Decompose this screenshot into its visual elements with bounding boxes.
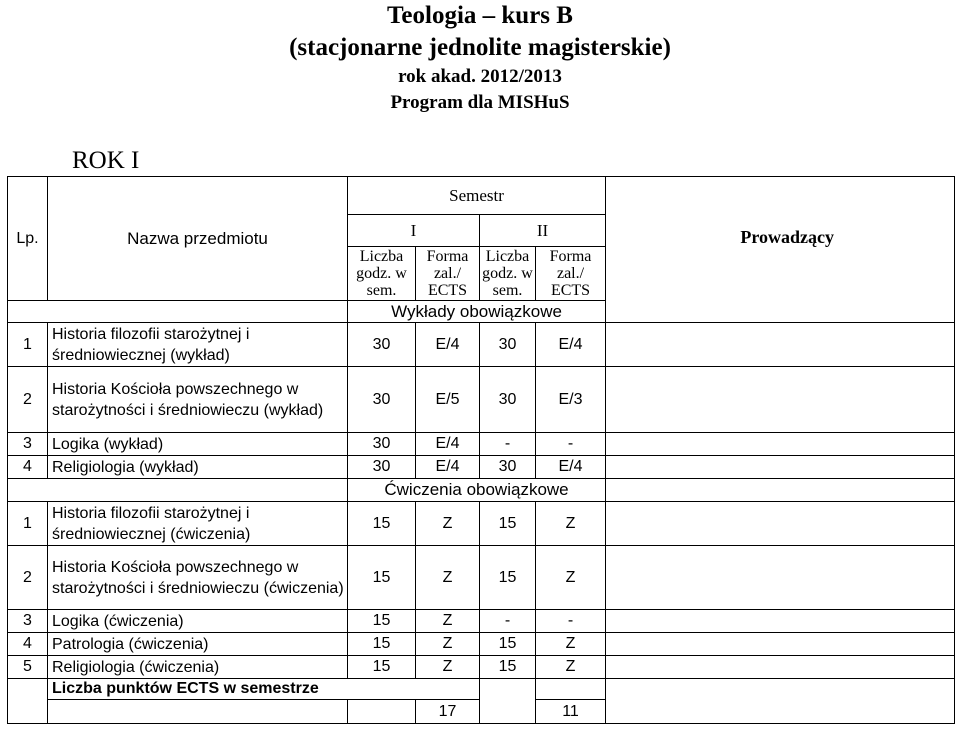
sem1-hours: 30 [348, 323, 416, 367]
row-number: 1 [8, 502, 48, 546]
table-row [8, 546, 955, 610]
sem1-form: Z [416, 610, 480, 633]
sem2-form: E/3 [536, 367, 606, 433]
ects-total-label: Liczba punktów ECTS w semestrze [48, 679, 480, 700]
lecturer-cell [606, 633, 955, 656]
table-row [8, 367, 955, 433]
sem1-form: Z [416, 633, 480, 656]
subject-name: Logika (wykład) [48, 433, 348, 456]
sem1-form: E/4 [416, 323, 480, 367]
sem2-hours: 30 [480, 456, 536, 479]
table-row [8, 633, 955, 656]
document-subtitle: (stacjonarne jednolite magisterskie) [289, 34, 671, 61]
row-number: 5 [8, 656, 48, 679]
sem2-hours: 15 [480, 502, 536, 546]
sem2-form: Z [536, 546, 606, 610]
lecturer-cell [606, 502, 955, 546]
sem1-hours: 30 [348, 456, 416, 479]
table-row [8, 502, 955, 546]
sem1-hours: 15 [348, 502, 416, 546]
sem1-hours: 15 [348, 633, 416, 656]
section-lectures: Wykłady obowiązkowe [348, 301, 606, 323]
sem2-hours: 30 [480, 367, 536, 433]
row-number: 4 [8, 456, 48, 479]
sem1-form: E/4 [416, 433, 480, 456]
semester-1-header: I [348, 215, 480, 247]
sem1-form: Z [416, 502, 480, 546]
row-number: 4 [8, 633, 48, 656]
table-row [8, 656, 955, 679]
column-header-name: Nazwa przedmiotu [48, 177, 348, 301]
row-number: 3 [8, 610, 48, 633]
ects-sem1-cell [348, 700, 416, 724]
lecturer-cell [606, 323, 955, 367]
program-table [7, 176, 955, 724]
academic-year: rok akad. 2012/2013 [398, 66, 562, 87]
sem2-hours-header: Liczba godz. w sem. [480, 247, 536, 301]
ects-sem2-total: 11 [536, 700, 606, 724]
sem1-form: E/4 [416, 456, 480, 479]
column-header-semester: Semestr [348, 177, 606, 215]
sem2-hours: 15 [480, 546, 536, 610]
sem1-form-header: Forma zal./ ECTS [416, 247, 480, 301]
subject-name: Patrologia (ćwiczenia) [48, 633, 348, 656]
sem2-form: - [536, 433, 606, 456]
sem2-hours: - [480, 610, 536, 633]
subject-name: Historia Kościoła powszechnego w starożytności i średniowieczu (wykład) [48, 367, 348, 433]
sem2-form: Z [536, 502, 606, 546]
sem1-form: Z [416, 546, 480, 610]
sem2-hours: - [480, 433, 536, 456]
sem2-hours: 15 [480, 633, 536, 656]
sem2-form: E/4 [536, 456, 606, 479]
sem1-hours-header: Liczba godz. w sem. [348, 247, 416, 301]
table-row [8, 433, 955, 456]
subject-name: Logika (ćwiczenia) [48, 610, 348, 633]
document-title: Teologia – kurs B [387, 2, 573, 29]
row-number: 3 [8, 433, 48, 456]
lecturer-cell [606, 367, 955, 433]
sem1-hours: 30 [348, 433, 416, 456]
row-number: 2 [8, 546, 48, 610]
subject-name: Religiologia (ćwiczenia) [48, 656, 348, 679]
lecturer-cell [606, 610, 955, 633]
subject-name: Historia Kościoła powszechnego w starożytności i średniowieczu (ćwiczenia) [48, 546, 348, 610]
lecturer-cell [606, 433, 955, 456]
sem2-hours: 15 [480, 656, 536, 679]
sem2-form: E/4 [536, 323, 606, 367]
lecturer-cell [606, 456, 955, 479]
sem1-form: Z [416, 656, 480, 679]
sem2-form-header: Forma zal./ ECTS [536, 247, 606, 301]
row-number: 1 [8, 323, 48, 367]
sem1-hours: 15 [348, 656, 416, 679]
subject-name: Historia filozofii starożytnej i średniowiecznej (wykład) [48, 323, 348, 367]
sem1-hours: 30 [348, 367, 416, 433]
table-row [8, 323, 955, 367]
sem2-form: - [536, 610, 606, 633]
sem1-hours: 15 [348, 546, 416, 610]
lecturer-cell [606, 656, 955, 679]
year-heading: ROK I [72, 147, 140, 174]
sem2-form: Z [536, 633, 606, 656]
table-row [8, 610, 955, 633]
lecturer-cell [606, 546, 955, 610]
subject-name: Historia filozofii starożytnej i średniowiecznej (ćwiczenia) [48, 502, 348, 546]
sem2-hours: 30 [480, 323, 536, 367]
table-row [8, 456, 955, 479]
subject-name: Religiologia (wykład) [48, 456, 348, 479]
semester-2-header: II [480, 215, 606, 247]
section-exercises: Ćwiczenia obowiązkowe [348, 479, 606, 502]
column-header-lecturer: Prowadzący [606, 177, 955, 323]
sem2-form: Z [536, 656, 606, 679]
program-name: Program dla MISHuS [390, 92, 570, 113]
column-header-lp: Lp. [8, 177, 48, 301]
sem1-hours: 15 [348, 610, 416, 633]
sem1-form: E/5 [416, 367, 480, 433]
ects-sem1-total: 17 [416, 700, 480, 724]
row-number: 2 [8, 367, 48, 433]
